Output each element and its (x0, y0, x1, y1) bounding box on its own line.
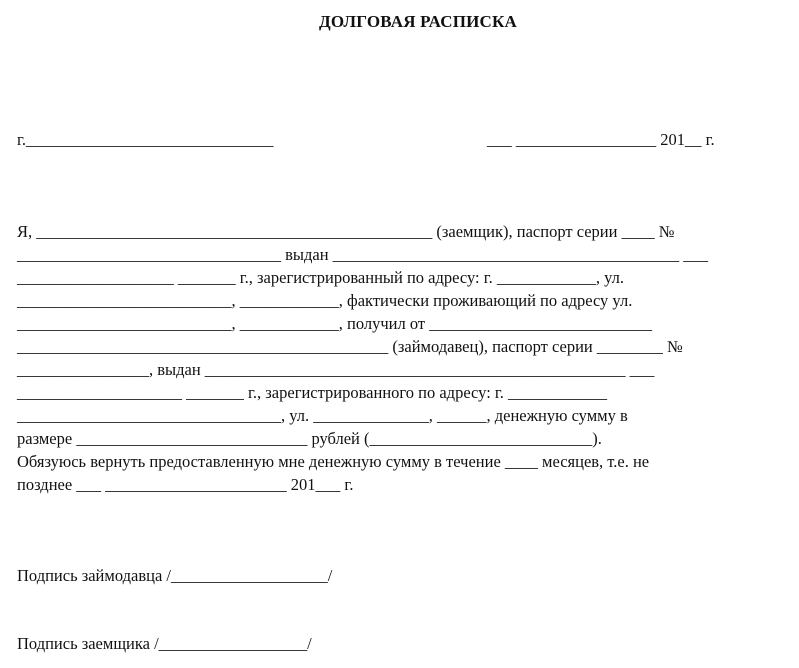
body-line: ___________________ _______ г., зарегистрированный по адресу: г. ____________, ул. (17, 268, 625, 287)
document-title: ДОЛГОВАЯ РАСПИСКА (318, 12, 518, 31)
body-line: ________________, выдан ___________________________________________________ ___ (17, 360, 655, 379)
borrower-signature-line: Подпись заемщика /__________________/ (17, 634, 312, 653)
date-line: ___ _________________ 201__ г. (487, 130, 715, 149)
body-line: __________________________, ____________, фактически проживающий по адресу ул. (17, 291, 633, 310)
body-line: __________________________, ____________, получил от ___________________________ (17, 314, 652, 333)
body-line: Обязуюсь вернуть предоставленную мне денежную сумму в течение ____ месяцев, т.е. не (17, 452, 650, 471)
body-line: ____________________ _______ г., зарегистрированного по адресу: г. ____________ (17, 383, 608, 402)
body-line: размере ____________________________ рублей (___________________________). (17, 429, 602, 448)
body-line: ________________________________, ул. ______________, ______, денежную сумму в (17, 406, 628, 425)
place-line: г.______________________________ (17, 130, 274, 149)
body-line: позднее ___ ______________________ 201___ г. (17, 475, 354, 494)
body-line: _____________________________________________ (займодавец), паспорт серии ________ № (17, 337, 683, 356)
body-line: ________________________________ выдан __________________________________________ ___ (17, 245, 709, 264)
body-line: Я, ________________________________________________ (заемщик), паспорт серии ____ № (17, 222, 675, 241)
lender-signature-line: Подпись займодавца /___________________/ (17, 566, 333, 585)
